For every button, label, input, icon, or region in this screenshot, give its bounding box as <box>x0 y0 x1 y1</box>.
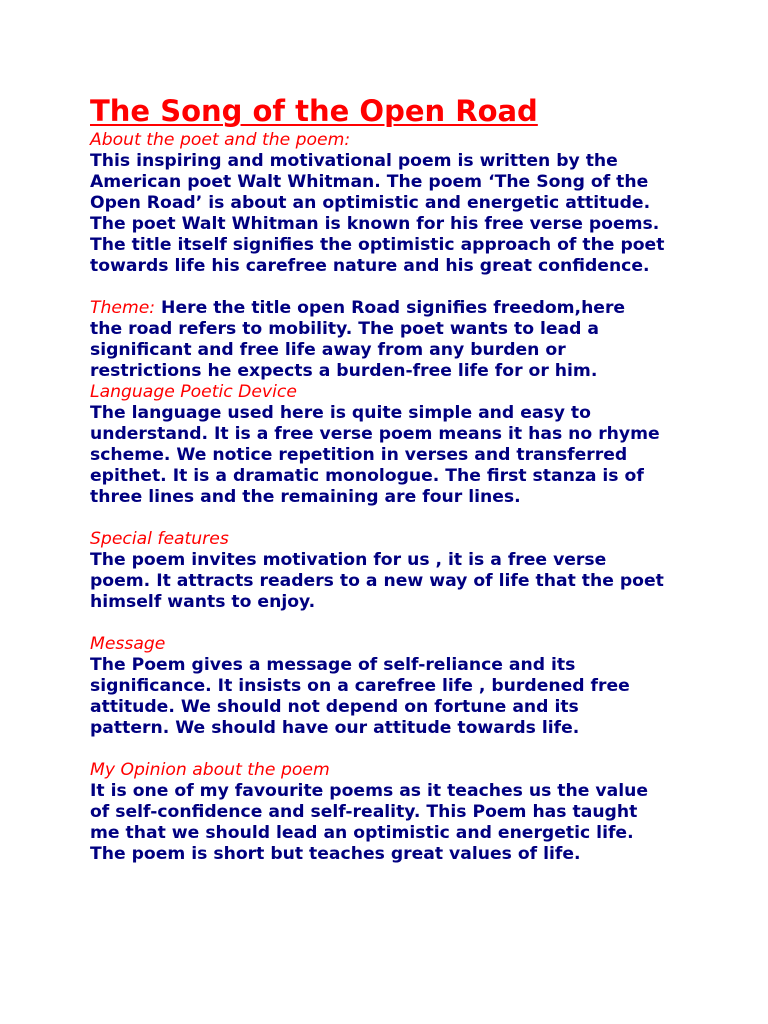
body-line: The language used here is quite simple and easy to <box>90 403 591 423</box>
body-line: The Poem gives a message of self-reliance and its <box>90 655 576 675</box>
body-line: the road refers to mobility. The poet wants to lead a <box>90 319 600 339</box>
body-line: significant and free life away from any burden or <box>90 340 566 360</box>
body-line: attitude. We should not depend on fortune and its <box>90 697 579 717</box>
body-line: epithet. It is a dramatic monologue. The first stanza is of <box>90 466 644 486</box>
body-line: towards life his carefree nature and his great confidence. <box>90 256 650 276</box>
section-body-message <box>90 655 710 739</box>
section-about <box>90 130 710 277</box>
body-line: The poem is short but teaches great values of life. <box>90 844 581 864</box>
document-title: The Song of the Open Road <box>90 94 538 128</box>
paragraph-gap <box>90 613 710 634</box>
body-line: significance. It insists on a carefree life , burdened free <box>90 676 630 696</box>
body-line <box>90 298 710 319</box>
body-line: Open Road’ is about an optimistic and energetic attitude. <box>90 193 651 213</box>
body-line: The poet Walt Whitman is known for his free verse poems. <box>90 214 660 234</box>
section-heading-special-features: Special features <box>90 529 229 549</box>
section-opinion <box>90 760 710 865</box>
section-body-special-features <box>90 550 710 613</box>
body-line: The title itself signifies the optimistic approach of the poet <box>90 235 665 255</box>
paragraph-gap <box>90 739 710 760</box>
paragraph-gap <box>90 277 710 298</box>
section-heading-message: Message <box>90 634 166 654</box>
section-body-opinion <box>90 781 710 865</box>
section-heading-about: About the poet and the poem: <box>90 130 351 150</box>
body-line: me that we should lead an optimistic and energetic life. <box>90 823 634 843</box>
document-page <box>90 92 710 865</box>
body-line: himself wants to enjoy. <box>90 592 316 612</box>
theme-first-line: Here the title open Road signifies freedom,here <box>155 298 626 318</box>
section-language <box>90 382 710 508</box>
section-message <box>90 634 710 739</box>
body-line: scheme. We notice repetition in verses and transferred <box>90 445 628 465</box>
body-line: poem. It attracts readers to a new way of life that the poet <box>90 571 664 591</box>
section-heading-opinion: My Opinion about the poem <box>90 760 330 780</box>
body-line: It is one of my favourite poems as it teaches us the value <box>90 781 648 801</box>
body-line: The poem invites motivation for us , it is a free verse <box>90 550 607 570</box>
section-heading-language: Language Poetic Device <box>90 382 297 402</box>
section-body-theme <box>90 298 710 382</box>
body-line: restrictions he expects a burden-free life for or him. <box>90 361 598 381</box>
body-line: This inspiring and motivational poem is written by the <box>90 151 618 171</box>
section-heading-theme: Theme: <box>90 298 156 318</box>
section-theme <box>90 298 710 382</box>
body-line: pattern. We should have our attitude towards life. <box>90 718 580 738</box>
section-body-about <box>90 151 710 277</box>
section-body-language <box>90 403 710 508</box>
body-line: American poet Walt Whitman. The poem ‘The Song of the <box>90 172 649 192</box>
paragraph-gap <box>90 508 710 529</box>
body-line: three lines and the remaining are four lines. <box>90 487 521 507</box>
body-line: of self-confidence and self-reality. This Poem has taught <box>90 802 638 822</box>
body-line: understand. It is a free verse poem means it has no rhyme <box>90 424 660 444</box>
section-special-features <box>90 529 710 613</box>
